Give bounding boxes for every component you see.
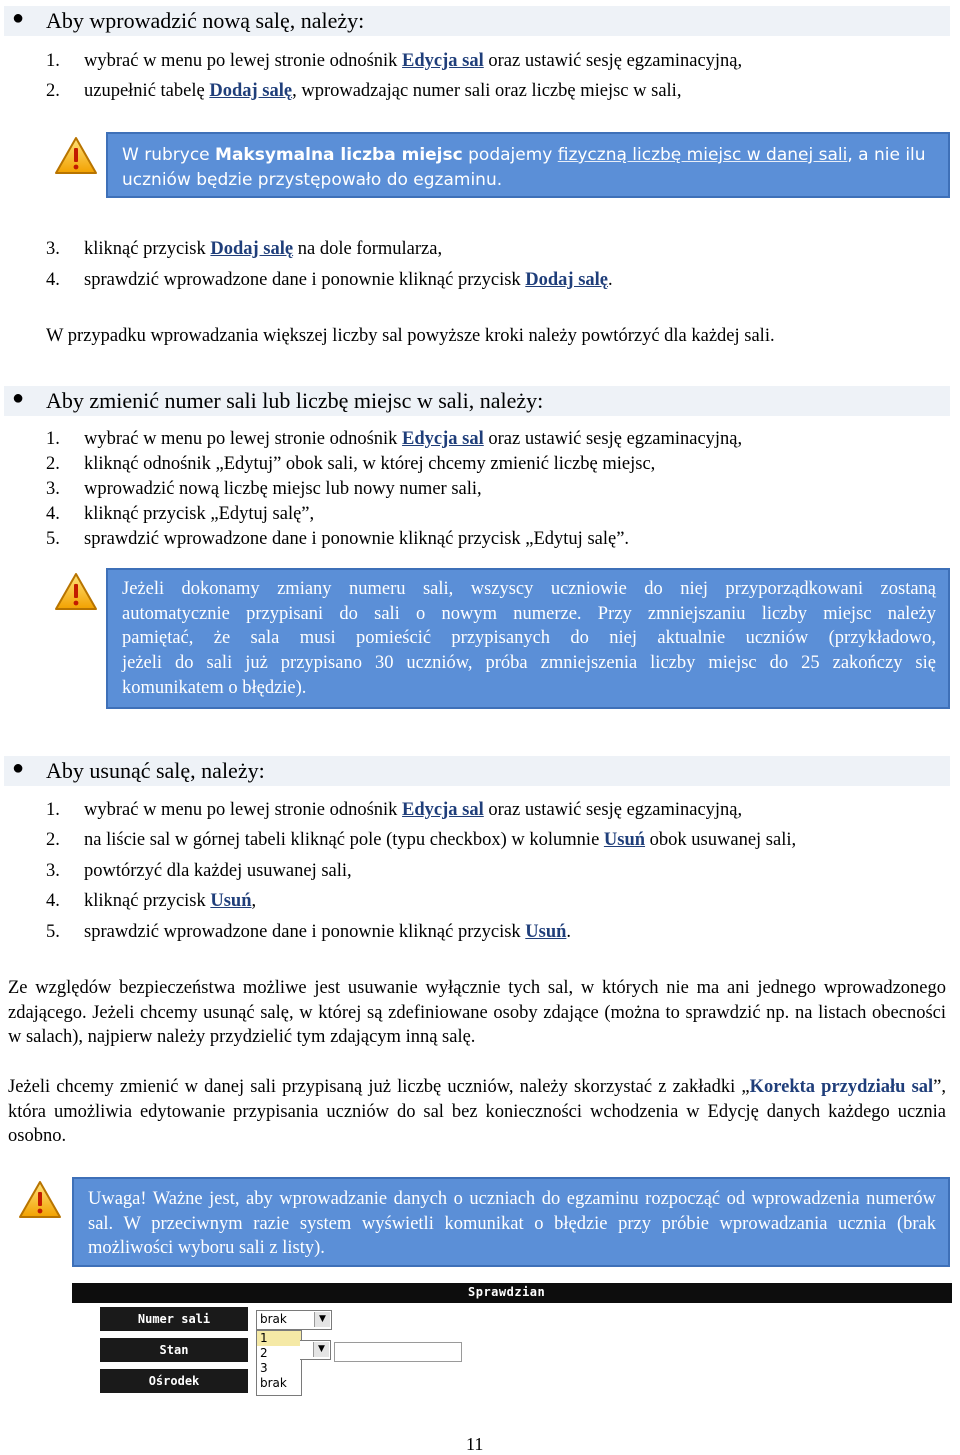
list-item: sprawdzić wprowadzone dane i ponownie kliknąć przycisk Usuń. — [84, 922, 572, 942]
bullet-icon: ● — [12, 387, 25, 409]
step-number: 2. — [46, 81, 60, 101]
step-number: 2. — [46, 830, 60, 850]
list-item: kliknąć przycisk „Edytuj salę”, — [84, 504, 315, 524]
warning-text: pamiętać, że sala musi pomieścić przypisanych do niej aktualnie uczniów (przykładowo, — [122, 628, 936, 648]
warning-text: Jeżeli dokonamy zmiany numeru sali, wszyscy uczniowie do niej przyporządkowani zostaną — [122, 579, 936, 599]
section-heading — [4, 386, 950, 416]
list-item: wybrać w menu po lewej stronie odnośnik Edycja sal oraz ustawić sesję egzaminacyjną, — [84, 429, 743, 449]
paragraph: Ze względów bezpieczeństwa możliwe jest usuwanie wyłącznie tych sal, w których nie ma ani jednego wprowadzonego zdającego. Jeżeli chcemy usunąć salę, w której są zdefiniowane osoby zdające (można to sprawdzić np. na listach obecności w salach), najpierw należy przydzielić tym zdającym inną salę. — [8, 978, 946, 1047]
warning-icon — [54, 572, 98, 612]
step-number: 2. — [46, 454, 60, 474]
dodaj-sale-link[interactable]: Dodaj salę — [210, 239, 294, 259]
step-number: 1. — [46, 51, 60, 71]
usun-link[interactable]: Usuń — [525, 922, 567, 942]
step-number: 3. — [46, 479, 60, 499]
list-item: powtórzyć dla każdej usuwanej sali, — [84, 861, 352, 881]
list-item: kliknąć odnośnik „Edytuj” obok sali, w której chcemy zmienić liczbę miejsc, — [84, 454, 656, 474]
option-1[interactable]: 1 — [257, 1331, 301, 1346]
stan-select[interactable] — [300, 1340, 331, 1360]
step-number: 4. — [46, 270, 60, 290]
chevron-down-icon[interactable]: ▼ — [314, 1312, 330, 1327]
numer-sali-select[interactable] — [256, 1310, 332, 1330]
screenshot-header — [72, 1283, 952, 1303]
usun-link[interactable]: Usuń — [603, 830, 646, 850]
step-number: 3. — [46, 861, 60, 881]
section-heading — [4, 756, 950, 786]
step-number: 5. — [46, 529, 60, 549]
list-item: na liście sal w górnej tabeli kliknąć pole (typu checkbox) w kolumnie Usuń obok usuwanej sali, — [84, 830, 797, 850]
warning-box — [106, 132, 950, 198]
list-item: kliknąć przycisk Dodaj salę na dole formularza, — [84, 239, 443, 259]
form-screenshot — [72, 1283, 952, 1398]
section-heading-text: Aby wprowadzić nową salę, należy: — [46, 8, 365, 33]
warning-text: W rubryce Maksymalna liczba miejsc podajemy fizyczną liczbę miejsc w danej sali, a nie ilu — [122, 145, 926, 165]
list-item: uzupełnić tabelę Dodaj salę, wprowadzając numer sali oraz liczbę miejsc w sali, — [84, 81, 682, 101]
bullet-icon: ● — [12, 757, 25, 779]
option-brak[interactable]: brak — [260, 1376, 287, 1390]
warning-text: Uwaga! Ważne jest, aby wprowadzanie danych o uczniach do egzaminu rozpocząć od wprowadzenia numerów sal. W przeciwnym razie system wyświetli komunikat o błędzie przy próbie wprowadzania ucznia (brak możliwości wyboru sali z listy). — [88, 1189, 936, 1258]
warning-box — [106, 568, 950, 709]
step-number: 1. — [46, 800, 60, 820]
warning-icon — [18, 1180, 62, 1220]
numer-sali-options[interactable] — [256, 1330, 302, 1396]
step-number: 4. — [46, 891, 60, 911]
list-item: wybrać w menu po lewej stronie odnośnik Edycja sal oraz ustawić sesję egzaminacyjną, — [84, 51, 743, 71]
note-text: W przypadku wprowadzania większej liczby sal powyższe kroki należy powtórzyć dla każdej sali. — [46, 326, 775, 346]
warning-box — [72, 1177, 950, 1267]
option-3[interactable]: 3 — [260, 1361, 268, 1375]
warning-icon — [54, 136, 98, 176]
paragraph: Jeżeli chcemy zmienić w danej sali przypisaną już liczbę uczniów, należy skorzystać z zakładki „Korekta przydziału sal”, która umożliwia edytowanie przypisania uczniów do sal bez konieczności wchodzenia w Edycję danych każdego ucznia osobno. — [8, 1077, 946, 1146]
step-number: 1. — [46, 429, 60, 449]
edycja-sal-link[interactable]: Edycja sal — [402, 800, 484, 820]
page-number: 11 — [466, 1434, 484, 1454]
dodaj-sale-link[interactable]: Dodaj salę — [209, 81, 293, 101]
edycja-sal-link[interactable]: Edycja sal — [402, 51, 484, 71]
step-number: 5. — [46, 922, 60, 942]
list-item: wybrać w menu po lewej stronie odnośnik Edycja sal oraz ustawić sesję egzaminacyjną, — [84, 800, 743, 820]
warning-text: komunikatem o błędzie). — [122, 678, 307, 698]
section-heading-text: Aby usunąć salę, należy: — [46, 758, 265, 783]
screenshot-title: Sprawdzian — [468, 1285, 546, 1299]
list-item: kliknąć przycisk Usuń, — [84, 891, 257, 911]
chevron-down-icon[interactable]: ▼ — [313, 1342, 329, 1357]
korekta-przydzialu-link[interactable]: Korekta przydziału sal — [749, 1077, 934, 1097]
warning-text: uczniów będzie przystępowało do egzaminu. — [122, 170, 503, 190]
dodaj-sale-link[interactable]: Dodaj salę — [525, 270, 609, 290]
warning-text: jeżeli do sali już przypisano 30 uczniów, próba zmniejszenia liczby miejsc do 25 zakończy się — [122, 653, 936, 673]
usun-link[interactable]: Usuń — [210, 891, 252, 911]
option-2[interactable]: 2 — [260, 1346, 268, 1360]
list-item: sprawdzić wprowadzone dane i ponownie kliknąć przycisk „Edytuj salę”. — [84, 529, 630, 549]
select-value: brak — [260, 1312, 287, 1326]
warning-text: automatycznie przypisani do sali o nowym numerze. Przy zmniejszaniu liczby miejsc należy — [122, 604, 936, 624]
section-heading-text: Aby zmienić numer sali lub liczbę miejsc w sali, należy: — [46, 388, 544, 413]
step-number: 3. — [46, 239, 60, 259]
list-item: wprowadzić nową liczbę miejsc lub nowy numer sali, — [84, 479, 482, 499]
osrodek-input[interactable] — [334, 1342, 462, 1362]
step-number: 4. — [46, 504, 60, 524]
section-heading — [4, 6, 950, 36]
osrodek-label: Ośrodek — [100, 1369, 248, 1393]
stan-label: Stan — [100, 1338, 248, 1362]
bullet-icon: ● — [12, 7, 25, 29]
list-item: sprawdzić wprowadzone dane i ponownie kliknąć przycisk Dodaj salę. — [84, 270, 613, 290]
edycja-sal-link[interactable]: Edycja sal — [402, 429, 484, 449]
numer-sali-label: Numer sali — [100, 1307, 248, 1331]
